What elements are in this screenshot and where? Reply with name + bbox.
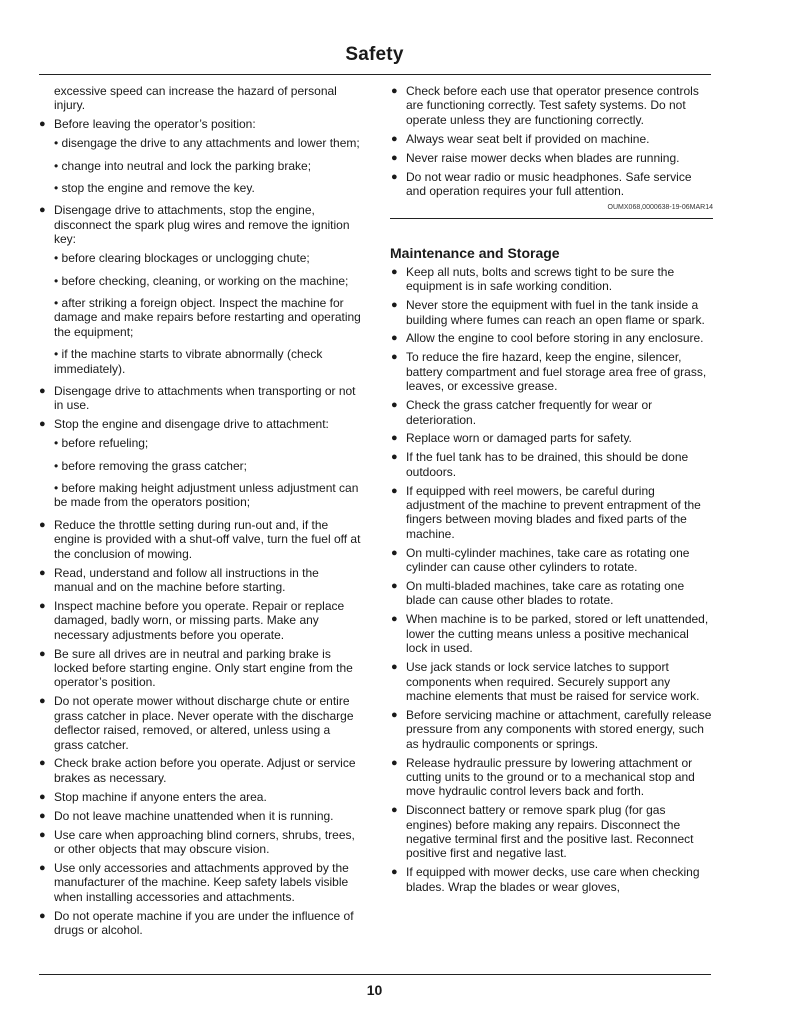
list-item — [38, 809, 361, 823]
list-item-text: Disconnect battery or remove spark plug (for gas engines) before making any repairs. Disconnect the negative terminal first and the positive last. Reconnect positive first and negative last. — [406, 803, 694, 861]
list-item — [38, 694, 361, 752]
list-item-text: Read, understand and follow all instructions in the manual and on the machine before starting. — [54, 565, 319, 594]
list-item — [390, 132, 713, 146]
list-item-text: Check brake action before you operate. Adjust or service brakes as necessary. — [54, 756, 356, 785]
left-column — [38, 84, 361, 942]
list-item — [38, 909, 361, 938]
list-item — [38, 647, 361, 690]
list-item — [390, 756, 713, 799]
list-item-text: Before leaving the operator’s position: — [54, 117, 256, 132]
left-bullet-list — [38, 117, 361, 937]
page-number: 10 — [366, 982, 383, 998]
list-item — [390, 450, 713, 479]
list-item-text: If the fuel tank has to be drained, this should be done outdoors. — [406, 450, 689, 479]
bullet-marker: ● — [39, 647, 46, 660]
list-item — [38, 203, 361, 246]
sub-list-item: • disengage the drive to any attachments and lower them; — [54, 136, 360, 151]
continued-text: excessive speed can increase the hazard of personal injury. — [54, 84, 337, 113]
sub-list-item: • before clearing blockages or unclogging chute; — [54, 251, 310, 266]
bullet-marker: ● — [39, 118, 46, 131]
list-item-text: Be sure all drives are in neutral and parking brake is locked before starting engine. Only start engine from the operator’s position. — [54, 646, 353, 690]
bullet-marker: ● — [39, 909, 46, 922]
bullet-marker: ● — [39, 695, 46, 708]
list-item — [38, 518, 361, 561]
sub-list-item: • change into neutral and lock the parking brake; — [54, 158, 312, 173]
bullet-marker: ● — [39, 566, 46, 579]
list-item — [390, 708, 713, 751]
bullet-marker: ● — [39, 809, 46, 822]
bullet-marker: ● — [391, 151, 398, 164]
list-item — [38, 828, 361, 857]
bullet-marker: ● — [391, 299, 398, 312]
list-item — [390, 579, 713, 608]
list-item-text: Use only accessories and attachments approved by the manufacturer of the machine. Keep safety labels visible when installing accessories and attachments. — [54, 860, 349, 904]
list-item — [38, 861, 361, 904]
list-item — [390, 431, 713, 445]
bullet-marker: ● — [39, 790, 46, 803]
list-item-text: Inspect machine before you operate. Repair or replace damaged, badly worn, or missing parts. Make any necessary adjustments before you operate. — [54, 598, 345, 642]
list-item — [390, 265, 713, 294]
bullet-marker: ● — [391, 170, 398, 183]
bullet-marker: ● — [391, 132, 398, 145]
list-item — [390, 331, 713, 345]
sub-list-item: • before checking, cleaning, or working on the machine; — [54, 273, 349, 288]
list-item — [390, 170, 713, 199]
list-item-text: Never store the equipment with fuel in the tank inside a building where fumes can reach an open flame or spark. — [406, 298, 705, 327]
list-item-text: Before servicing machine or attachment, carefully release pressure from any components with stored energy, such as hydraulic components or springs. — [406, 707, 712, 751]
list-item — [38, 117, 361, 131]
list-item — [390, 865, 713, 894]
bullet-marker: ● — [391, 351, 398, 364]
bullet-marker: ● — [391, 332, 398, 345]
list-item — [38, 599, 361, 642]
reference-code: OUMX068,0000638-19-06MAR14 — [607, 203, 713, 211]
bullet-marker: ● — [39, 828, 46, 841]
bullet-marker: ● — [391, 451, 398, 464]
list-item-text: If equipped with reel mowers, be careful during adjustment of the machine to prevent entrapment of the fingers between moving blades and fixed parts of the machine. — [406, 483, 701, 541]
list-item — [390, 84, 713, 127]
bullet-marker: ● — [391, 804, 398, 817]
page-title: Safety — [345, 44, 404, 65]
list-item-text: Replace worn or damaged parts for safety. — [406, 431, 632, 446]
list-item-text: Use care when approaching blind corners, shrubs, trees, or other objects that may obscure vision. — [54, 827, 355, 856]
list-item — [390, 612, 713, 655]
list-item-text: Allow the engine to cool before storing in any enclosure. — [406, 331, 704, 346]
bullet-marker: ● — [39, 757, 46, 770]
list-item-text: Never raise mower decks when blades are running. — [406, 150, 680, 165]
bullet-marker: ● — [39, 204, 46, 217]
list-item-text: Do not wear radio or music headphones. Safe service and operation requires your full attention. — [406, 169, 692, 198]
list-item-text: If equipped with mower decks, use care when checking blades. Wrap the blades or wear gloves, — [406, 865, 700, 894]
right-bullet-list — [390, 84, 713, 198]
bullet-marker: ● — [391, 484, 398, 497]
list-item-text: On multi-cylinder machines, take care as rotating one cylinder can cause other cylinders to rotate. — [406, 545, 690, 575]
list-item-text: Reduce the throttle setting during run-out and, if the engine is provided with a shut-off valve, turn the fuel off at the conclusion of mowing. — [54, 517, 361, 561]
list-item-text: Stop machine if anyone enters the area. — [54, 789, 267, 804]
section-divider — [390, 218, 713, 219]
list-item-text: When machine is to be parked, stored or left unattended, lower the cutting means unless a positive mechanical lock in used. — [406, 612, 709, 656]
list-item-text: Do not operate mower without discharge chute or entire grass catcher in place. Never operate with the discharge deflector raised, removed, or altered, unless using a grass catcher. — [54, 694, 354, 752]
footer-rule — [39, 974, 711, 975]
sub-list-item: • if the machine starts to vibrate abnormally (check immediately). — [54, 347, 323, 376]
bullet-marker: ● — [391, 399, 398, 412]
bullet-marker: ● — [391, 85, 398, 97]
bullet-marker: ● — [391, 708, 398, 721]
bullet-marker: ● — [39, 385, 46, 397]
list-item — [390, 151, 713, 165]
list-item — [390, 546, 713, 575]
bullet-marker: ● — [391, 580, 398, 593]
list-item — [390, 660, 713, 703]
bullet-marker: ● — [39, 599, 46, 612]
list-item — [38, 756, 361, 785]
list-item-text: Always wear seat belt if provided on machine. — [406, 131, 650, 146]
bullet-marker: ● — [391, 866, 398, 879]
list-item-text: To reduce the fire hazard, keep the engine, silencer, battery compartment and fuel storage area free of grass, leaves, or excessive grease. — [406, 350, 707, 394]
bullet-marker: ● — [391, 613, 398, 626]
right-column — [390, 84, 713, 899]
sub-list-item: • before making height adjustment unless adjustment can be made from the operators position; — [54, 481, 359, 510]
maintenance-bullet-list — [390, 265, 713, 894]
bullet-marker: ● — [39, 418, 46, 431]
bullet-marker: ● — [391, 546, 398, 559]
bullet-marker: ● — [39, 861, 46, 874]
bullet-marker: ● — [391, 756, 398, 769]
sub-list-item: • before removing the grass catcher; — [54, 458, 247, 473]
bullet-marker: ● — [391, 265, 398, 278]
bullet-marker: ● — [391, 432, 398, 445]
list-item — [38, 417, 361, 431]
list-item — [390, 803, 713, 861]
list-item — [390, 484, 713, 542]
list-item — [38, 566, 361, 595]
list-item-text: Check the grass catcher frequently for wear or deterioration. — [406, 398, 653, 427]
list-item-text: Disengage drive to attachments, stop the engine, disconnect the spark plug wires and remove the ignition key: — [54, 203, 350, 247]
list-item — [38, 384, 361, 413]
list-item-text: Use jack stands or lock service latches to support components when required. Securely support any machine elements that must be raised for service work. — [406, 660, 700, 703]
list-item-text: Disengage drive to attachments when transporting or not in use. — [54, 384, 356, 413]
list-item-text: Release hydraulic pressure by lowering attachment or cutting units to the ground or to a mechanical stop and move hydraulic control levers back and forth. — [406, 755, 695, 799]
list-item — [38, 790, 361, 804]
list-item-text: Keep all nuts, bolts and screws tight to be sure the equipment is in safe working condition. — [406, 264, 675, 294]
sub-list-item: • after striking a foreign object. Inspect the machine for damage and make repairs before restarting and operating the equipment; — [54, 295, 361, 339]
sub-list-item: • stop the engine and remove the key. — [54, 181, 255, 196]
list-item — [390, 298, 713, 327]
bullet-marker: ● — [39, 518, 46, 531]
bullet-marker: ● — [391, 661, 398, 674]
list-item-text: Do not operate machine if you are under the influence of drugs or alcohol. — [54, 908, 354, 937]
list-item — [390, 350, 713, 393]
maintenance-heading: Maintenance and Storage — [390, 244, 560, 261]
list-item-text: Stop the engine and disengage drive to attachment: — [54, 417, 329, 432]
list-item-text: Check before each use that operator presence controls are functioning correctly. Test safety systems. Do not operate unless they are functioning correctly. — [406, 84, 699, 127]
sub-list-item: • before refueling; — [54, 436, 149, 451]
header-rule — [39, 74, 711, 75]
list-item-text: Do not leave machine unattended when it is running. — [54, 808, 334, 823]
list-item-text: On multi-bladed machines, take care as rotating one blade can cause other blades to rotate. — [406, 579, 685, 608]
list-item — [390, 398, 713, 427]
